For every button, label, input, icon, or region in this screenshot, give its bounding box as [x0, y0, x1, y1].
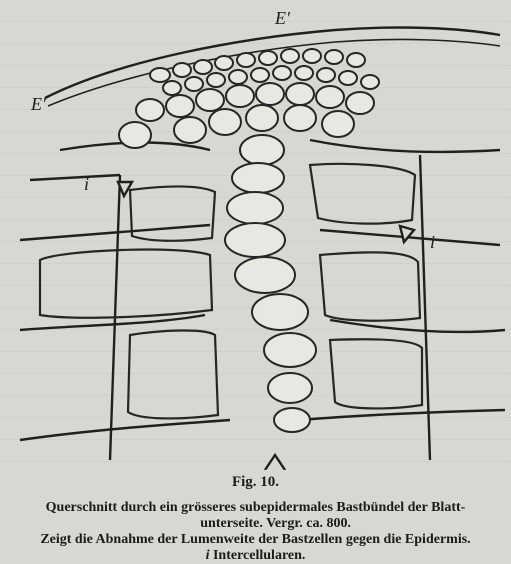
figure-number: Fig. 10. — [231, 474, 280, 490]
label-epidermis-left: E' — [31, 94, 46, 114]
label-epidermis-top: E' — [275, 8, 290, 28]
caption-line-1: Querschnitt durch ein grösseres subepidermales Bastbündel der Blatt- — [45, 500, 466, 515]
figure-caption — [0, 474, 511, 564]
caption-line-2: unterseite. Vergr. ca. 800. — [200, 516, 351, 531]
label-intercellular-right: i — [430, 232, 436, 252]
label-intercellular-left: i — [84, 174, 90, 194]
caption-symbol: i — [205, 548, 210, 563]
caption-line-4-text: Intercellularen. — [209, 548, 306, 563]
caption-line-4 — [0, 548, 511, 564]
caption-line-3: Zeigt die Abnahme der Lumenweite der Bastzellen gegen die Epidermis. — [40, 532, 471, 547]
